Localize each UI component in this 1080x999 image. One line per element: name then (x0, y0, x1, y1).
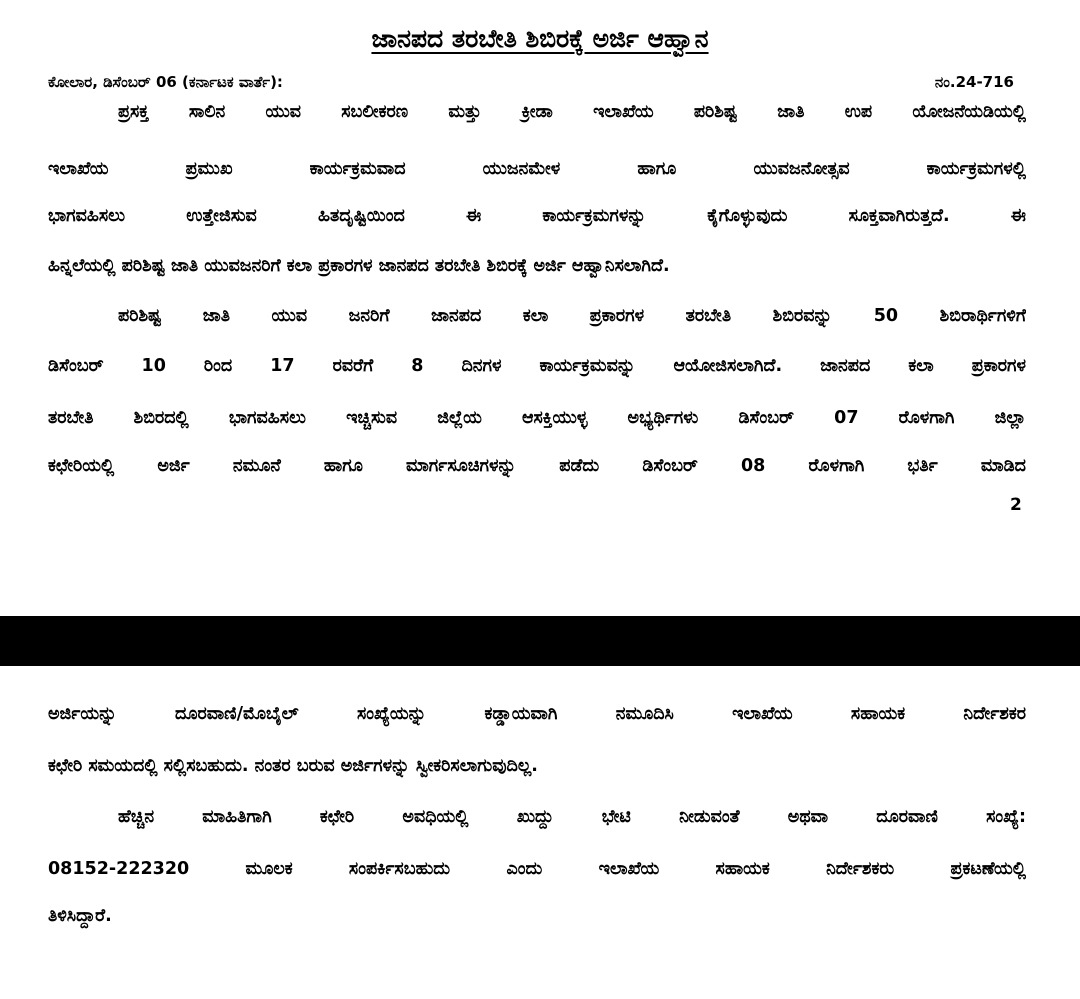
paragraph-2-line-6: ಕಛೇರಿ ಸಮಯದಲ್ಲಿ ಸಲ್ಲಿಸಬಹುದು. ನಂತರ ಬರುವ ಅರ್ಜಿಗಳನ್ನು ಸ್ವೀಕರಿಸಲಾಗುವುದಿಲ್ಲ. (48, 756, 538, 776)
reference-number: ನಂ.24-716 (934, 73, 1014, 91)
paragraph-3-line-1: ಹೆಚ್ಚಿನ ಮಾಹಿತಿಗಾಗಿ ಕಛೇರಿ ಅವಧಿಯಲ್ಲಿ ಖುದ್ದು ಭೇಟಿ ನೀಡುವಂತೆ ಅಥವಾ ದೂರವಾಣಿ ಸಂಖ್ಯೆ: (118, 807, 1026, 827)
paragraph-2-line-5: ಅರ್ಜಿಯನ್ನು ದೂರವಾಣಿ/ಮೊಬೈಲ್ ಸಂಖ್ಯೆಯನ್ನು ಕಡ್ಡಾಯವಾಗಿ ನಮೂದಿಸಿ ಇಲಾಖೆಯ ಸಹಾಯಕ ನಿರ್ದೇಶಕರ (48, 704, 1026, 724)
paragraph-1-line-3: ಭಾಗವಹಿಸಲು ಉತ್ತೇಜಿಸುವ ಹಿತದೃಷ್ಟಿಯಿಂದ ಈ ಕಾರ್ಯಕ್ರಮಗಳನ್ನು ಕೈಗೊಳ್ಳುವುದು ಸೂಕ್ತವಾಗಿರುತ್ತದೆ. ಈ (48, 206, 1026, 226)
page-separator-bar (0, 616, 1080, 666)
paragraph-3-line-3: ತಿಳಿಸಿದ್ದಾರೆ. (48, 906, 112, 926)
paragraph-1-line-4: ಹಿನ್ನಲೆಯಲ್ಲಿ ಪರಿಶಿಷ್ಟ ಜಾತಿ ಯುವಜನರಿಗೆ ಕಲಾ ಪ್ರಕಾರಗಳ ಜಾನಪದ ತರಬೇತಿ ಶಿಬಿರಕ್ಕೆ ಅರ್ಜಿ ಆಹ್ವಾನಿಸಲಾಗಿದೆ. (48, 256, 670, 276)
paragraph-1-line-2: ಇಲಾಖೆಯ ಪ್ರಮುಖ ಕಾರ್ಯಕ್ರಮವಾದ ಯುಜನಮೇಳ ಹಾಗೂ ಯುವಜನೋತ್ಸವ ಕಾರ್ಯಕ್ರಮಗಳಲ್ಲಿ (48, 159, 1026, 179)
paragraph-1-line-1: ಪ್ರಸಕ್ತ ಸಾಲಿನ ಯುವ ಸಬಲೀಕರಣ ಮತ್ತು ಕ್ರೀಡಾ ಇಲಾಖೆಯ ಪರಿಶಿಷ್ಟ ಜಾತಿ ಉಪ ಯೋಜನೆಯಡಿಯಲ್ಲಿ (118, 102, 1026, 122)
paragraph-2-line-4: ಕಛೇರಿಯಲ್ಲಿ ಅರ್ಜಿ ನಮೂನೆ ಹಾಗೂ ಮಾರ್ಗಸೂಚಿಗಳನ್ನು ಪಡೆದು ಡಿಸೆಂಬರ್ 08 ರೊಳಗಾಗಿ ಭರ್ತಿ ಮಾಡಿದ (48, 456, 1026, 476)
paragraph-3-line-2: 08152-222320 ಮೂಲಕ ಸಂಪರ್ಕಿಸಬಹುದು ಎಂದು ಇಲಾಖೆಯ ಸಹಾಯಕ ನಿರ್ದೇಶಕರು ಪ್ರಕಟಣೆಯಲ್ಲಿ (48, 859, 1026, 879)
paragraph-2-line-1: ಪರಿಶಿಷ್ಟ ಜಾತಿ ಯುವ ಜನರಿಗೆ ಜಾನಪದ ಕಲಾ ಪ್ರಕಾರಗಳ ತರಬೇತಿ ಶಿಬಿರವನ್ನು 50 ಶಿಬಿರಾರ್ಥಿಗಳಿಗೆ (118, 306, 1026, 326)
dateline: ಕೋಲಾರ, ಡಿಸೆಂಬರ್ 06 (ಕರ್ನಾಟಕ ವಾರ್ತೆ): (48, 73, 283, 91)
paragraph-2-line-2: ಡಿಸೆಂಬರ್ 10 ರಿಂದ 17 ರವರೆಗೆ 8 ದಿನಗಳ ಕಾರ್ಯಕ್ರಮವನ್ನು ಆಯೋಜಿಸಲಾಗಿದೆ. ಜಾನಪದ ಕಲಾ ಪ್ರಕಾರಗಳ (48, 356, 1026, 376)
press-release-title (0, 22, 1080, 56)
page-number: 2 (1010, 495, 1022, 515)
paragraph-2-line-3: ತರಬೇತಿ ಶಿಬಿರದಲ್ಲಿ ಭಾಗವಹಿಸಲು ಇಚ್ಚಿಸುವ ಜಿಲ್ಲೆಯ ಆಸಕ್ತಿಯುಳ್ಳ ಅಭ್ಯರ್ಥಿಗಳು ಡಿಸೆಂಬರ್ 07 ರೊಳಗಾಗಿ ಜಿಲ್ಲಾ (48, 408, 1026, 428)
title-text: ಜಾನಪದ ತರಬೇತಿ ಶಿಬಿರಕ್ಕೆ ಅರ್ಜಿ ಆಹ್ವಾನ (371, 24, 709, 53)
